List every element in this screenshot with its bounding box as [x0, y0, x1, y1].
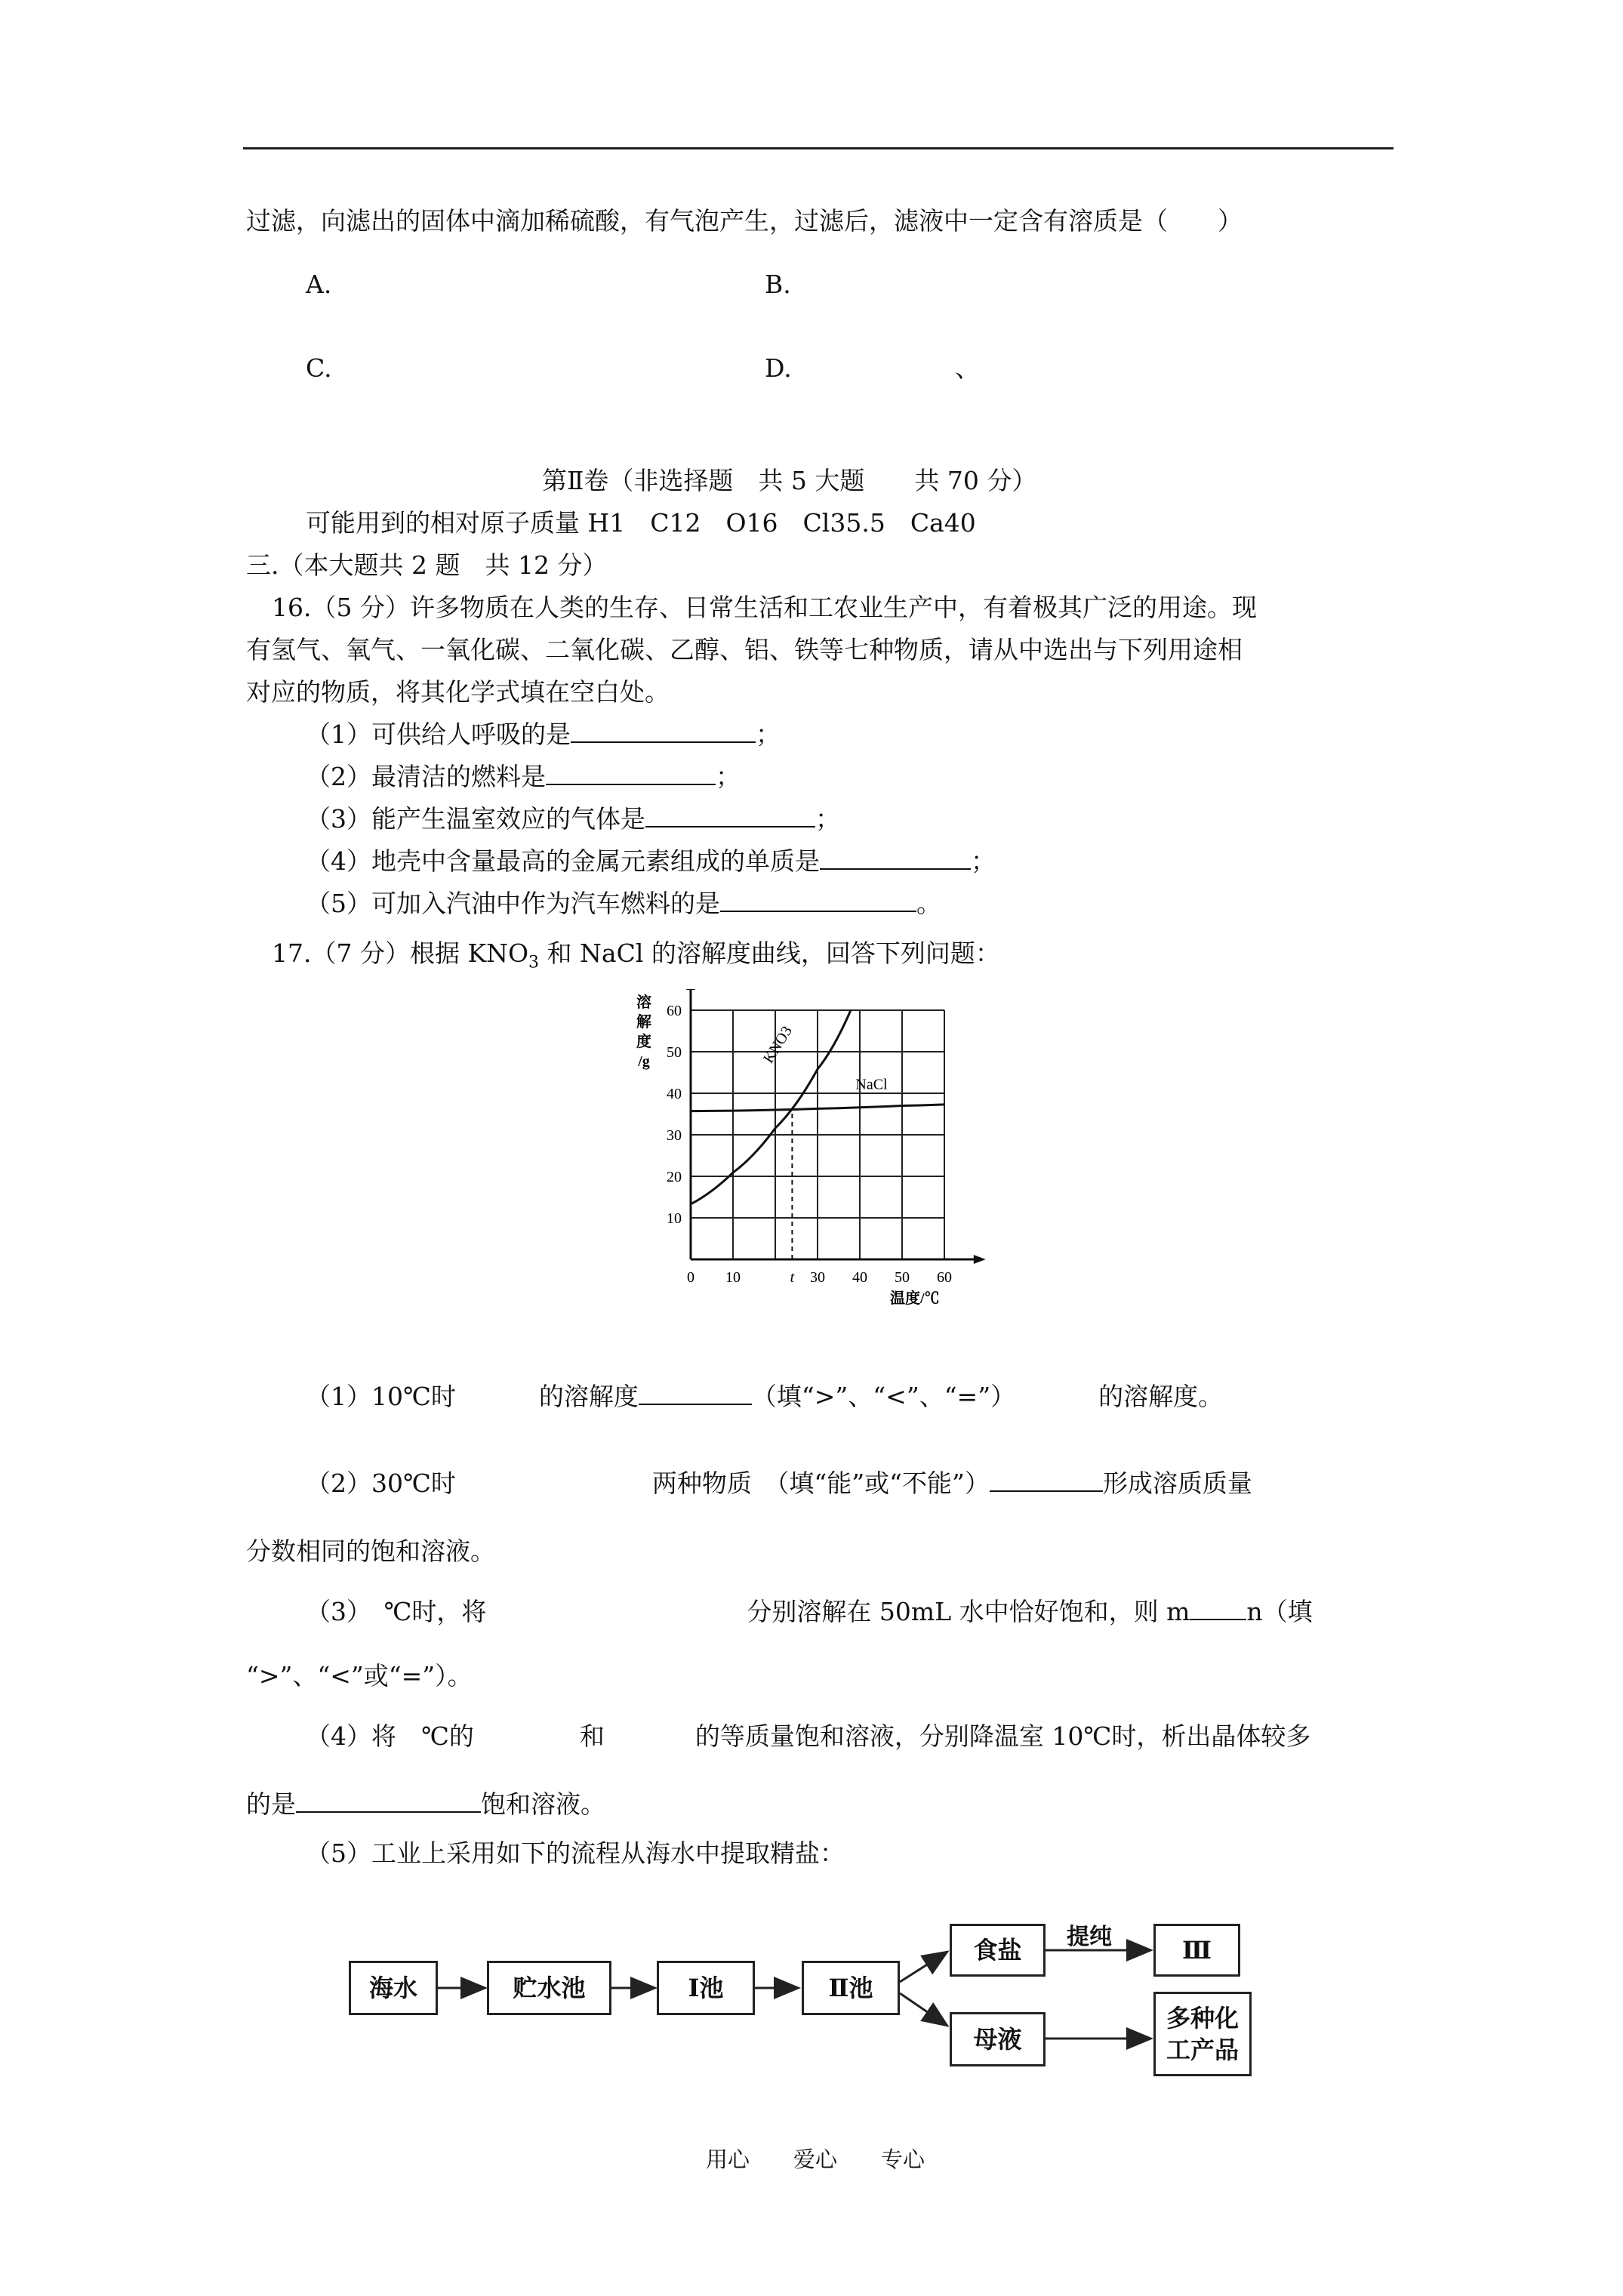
q15-stem: 过滤，向滤出的固体中滴加稀硫酸，有气泡产生，过滤后，滤液中一定含有溶质是（ ） — [246, 206, 1243, 236]
y-axis-label: 解 — [636, 1014, 651, 1031]
q17-sub1: （1）10℃时 的溶解度 （填“>”、“<”、“=”） 的溶解度。 — [306, 1382, 1224, 1411]
section-title: 第Ⅱ卷（非选择题 共 5 大题 共 70 分） — [542, 466, 1037, 495]
q16-item-2: （2）最清洁的燃料是 ； — [306, 762, 741, 791]
footer: 用心 爱心 专心 — [706, 2147, 925, 2172]
q17-sub2-cont: 分数相同的饱和溶液。 — [246, 1536, 495, 1566]
q15-option-c: C. — [306, 353, 332, 383]
q16-item-1: （1）可供给人呼吸的是 ； — [306, 720, 781, 749]
node-mother-liquor: 母液 — [950, 2012, 1046, 2066]
node-pool-1: Ⅰ池 — [657, 1961, 755, 2015]
y-tick-label: 40 — [667, 1086, 682, 1102]
q17-stem: 17.（7 分）根据 $KNO_3$ 和 NaCl 的溶解度曲线，回答下列问题： — [272, 938, 1000, 972]
q17-sub2: （2）30℃时 两种物质 （填“能”或“不能”） 形成溶质质量 — [306, 1469, 1252, 1498]
edge-label-purify: 提纯 — [1067, 1924, 1112, 1950]
y-tick-label: 30 — [667, 1127, 682, 1144]
x-tick-label: 30 — [810, 1269, 825, 1286]
q17-sub3: （3） ℃时，将 分别溶解在 50mL 水中恰好饱和，则 m n（填 — [306, 1597, 1313, 1626]
y-tick-label: 60 — [667, 1003, 682, 1019]
node-chemical-products: 多种化工产品 — [1153, 1992, 1252, 2076]
q16-item-5: （5）可加入汽油中作为汽车燃料的是 。 — [306, 889, 941, 918]
series-label-kno3: KNO3 — [759, 1023, 796, 1067]
x-tick-label: 50 — [895, 1269, 910, 1286]
q15-option-d: D. — [765, 353, 792, 383]
q15-separator: 、 — [955, 353, 980, 383]
node-pure-salt: Ⅲ — [1153, 1924, 1240, 1977]
y-axis-label: /g — [638, 1053, 650, 1070]
q16-line1: 16.（5 分）许多物质在人类的生存、日常生活和工农业生产中，有着极其广泛的用途。现 — [272, 593, 1257, 622]
q17-sub3-cont: “>”、“<”或“=”）。 — [246, 1661, 473, 1690]
q16-line3: 对应的物质，将其化学式填在空白处。 — [246, 677, 670, 707]
node-pool-2: Ⅱ池 — [802, 1961, 900, 2015]
q16-item-3: （3）能产生温室效应的气体是 ； — [306, 804, 840, 834]
x-tick-label: t — [790, 1269, 795, 1286]
q17-sub4: （4）将 ℃的 和 的等质量饱和溶液，分别降温室 10℃时，析出晶体较多 — [306, 1721, 1311, 1751]
y-axis-label: 溶 — [636, 994, 651, 1011]
node-reservoir: 贮水池 — [487, 1961, 611, 2015]
x-axis-label: 温度/℃ — [890, 1290, 940, 1307]
node-seawater: 海水 — [349, 1961, 438, 2015]
x-tick-label: 0 — [687, 1269, 694, 1286]
y-tick-label: 20 — [667, 1169, 682, 1185]
q15-option-a: A. — [306, 270, 332, 299]
series-label-nacl: NaCl — [855, 1076, 888, 1093]
y-axis-label: 度 — [636, 1034, 651, 1050]
q16-item-4: （4）地壳中含量最高的金属元素组成的单质是 ； — [306, 846, 996, 876]
x-tick-label: 10 — [725, 1269, 741, 1286]
q16-line2: 有氢气、氧气、一氧化碳、二氧化碳、乙醇、铝、铁等七种物质，请从中选出与下列用途相 — [246, 635, 1243, 664]
y-tick-label: 10 — [667, 1210, 682, 1227]
atomic-masses: 可能用到的相对原子质量 H1 C12 O16 Cl35.5 Ca40 — [306, 508, 976, 538]
part3-title: 三.（本大题共 2 题 共 12 分） — [246, 550, 608, 580]
node-salt: 食盐 — [950, 1924, 1046, 1977]
y-tick-label: 50 — [667, 1044, 682, 1061]
q15-option-b: B. — [765, 270, 791, 299]
q17-sub5: （5）工业上采用如下的流程从海水中提取精盐： — [306, 1838, 845, 1868]
q17-sub4-cont: 的是 饱和溶液。 — [246, 1789, 605, 1819]
x-tick-label: 40 — [852, 1269, 867, 1286]
x-tick-label: 60 — [937, 1269, 952, 1286]
